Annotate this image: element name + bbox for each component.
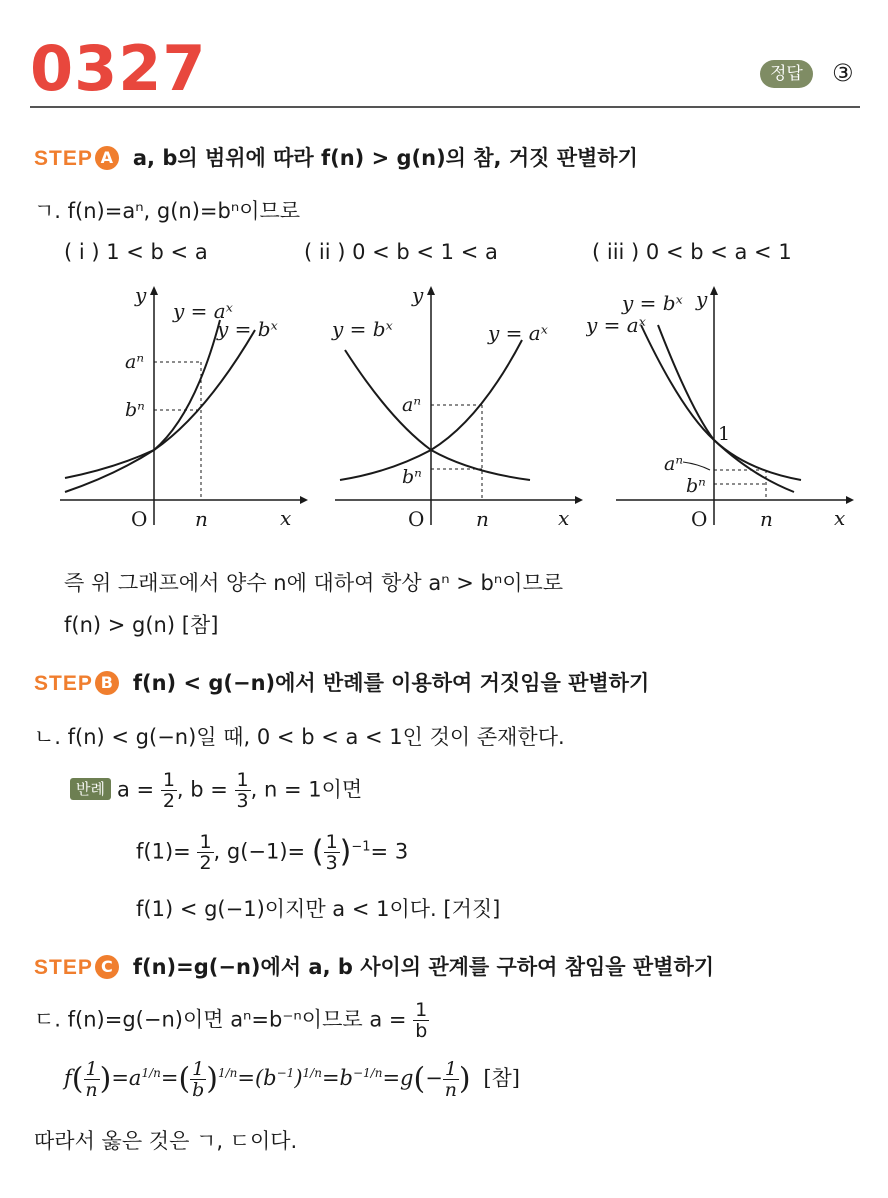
- step-c-derivation: f( $\frac{1}{n}$ )$=a^{1/n}=$( $\frac{1}{b}$ )$^{1/n}=(b^{-1})^{1/n}=b^{-1/n}=g(-$ $\frac{1}{n}$ ) [참]: [64, 1058, 520, 1101]
- numerator: 1: [199, 831, 212, 853]
- exponent-minus-one: −1: [351, 839, 371, 855]
- one-label: 1: [718, 423, 731, 445]
- x-axis-arrow-icon: [575, 496, 583, 504]
- step-b-line-2: f(1) < g(−1)이지만 a < 1이다. [거짓]: [136, 897, 501, 921]
- bn-label: bⁿ: [686, 475, 706, 497]
- denominator: 3: [236, 790, 249, 812]
- answer-value: ③: [832, 59, 854, 87]
- graph-case-3: [586, 280, 866, 535]
- step-c-heading: [34, 952, 714, 983]
- curve-label-b: y = bˣ: [622, 291, 683, 315]
- denominator: b: [415, 1020, 428, 1042]
- counterexample-line: [70, 770, 362, 811]
- numerator: 1: [236, 769, 249, 791]
- origin-label: O: [691, 507, 708, 531]
- final-answer: 따라서 옳은 것은 ㄱ, ㄷ이다.: [34, 1129, 298, 1153]
- curve-label-b: y = bˣ: [217, 317, 278, 341]
- paren-close: ): [339, 834, 352, 870]
- an-label: aⁿ: [125, 351, 145, 373]
- step-b-line-1: [136, 832, 408, 873]
- example-n: , n = 1이면: [250, 777, 363, 802]
- step-a-conclusion-1: 즉 위 그래프에서 양수 n에 대하여 항상 aⁿ > bⁿ이므로: [64, 571, 564, 595]
- numerator: 1: [415, 999, 428, 1021]
- curve-b-pow-x: [345, 350, 530, 480]
- paren-open: (: [311, 834, 324, 870]
- denominator: 2: [162, 790, 175, 812]
- y-axis-label: y: [696, 287, 708, 311]
- example-a-prefix: a =: [116, 777, 155, 802]
- x-axis-label: x: [280, 506, 292, 530]
- step-c-intro-text: ㄷ. f(n)=g(−n)이면 aⁿ=b⁻ⁿ이므로 a =: [34, 1007, 407, 1032]
- y-axis-label: y: [412, 283, 424, 307]
- step-a-letter-icon: A: [95, 146, 119, 170]
- n-label: n: [195, 507, 208, 531]
- step-a-intro: ㄱ. f(n)=aⁿ, g(n)=bⁿ이므로: [34, 199, 301, 223]
- step-c-word: STEP: [34, 956, 93, 979]
- step-c-letter-icon: C: [95, 955, 119, 979]
- header-divider: [30, 106, 860, 108]
- denominator: 3: [325, 852, 338, 874]
- step-b-letter-icon: B: [95, 671, 119, 695]
- an-label: aⁿ: [664, 453, 684, 475]
- x-axis-label: x: [834, 506, 846, 530]
- example-a-fraction: [161, 770, 177, 811]
- x-axis-arrow-icon: [846, 496, 854, 504]
- counterexample-badge: 반례: [70, 778, 111, 800]
- problem-number: 0327: [30, 32, 207, 105]
- answer-badge: 정답: [760, 60, 813, 88]
- case-1-label: ( i ) 1 < b < a: [64, 240, 208, 264]
- curve-label-a: y = aˣ: [586, 313, 646, 337]
- curve-label-a: y = aˣ: [173, 299, 233, 323]
- step-b-title: f(n) < g(−n)에서 반례를 이용하여 거짓임을 판별하기: [132, 671, 650, 695]
- y-axis-arrow-icon: [427, 286, 435, 295]
- origin-label: O: [131, 507, 148, 531]
- y-axis-arrow-icon: [710, 286, 718, 295]
- example-b-prefix: , b =: [176, 777, 228, 802]
- x-axis-label: x: [558, 506, 570, 530]
- x-axis-arrow-icon: [300, 496, 308, 504]
- step-a-conclusion-2: f(n) > g(n) [참]: [64, 613, 219, 637]
- y-axis-arrow-icon: [150, 286, 158, 295]
- graph-case-1: [55, 280, 315, 535]
- line1-mid: , g(−1)=: [213, 839, 306, 864]
- case-2-label: ( ii ) 0 < b < 1 < a: [304, 240, 498, 264]
- line1-suffix: = 3: [370, 839, 409, 864]
- y-axis-label: y: [135, 283, 147, 307]
- step-c-intro-fraction: [413, 1000, 429, 1041]
- line1-paren-fraction: [324, 832, 340, 873]
- case-3-label: ( iii ) 0 < b < a < 1: [592, 240, 792, 264]
- line1-fraction: [197, 832, 213, 873]
- graph-case-2: [330, 280, 590, 535]
- origin-label: O: [408, 507, 425, 531]
- an-label: aⁿ: [402, 394, 422, 416]
- curve-label-b: y = bˣ: [332, 317, 393, 341]
- bn-label: bⁿ: [125, 399, 145, 421]
- curve-b-pow-x: [65, 330, 255, 478]
- step-a-word: STEP: [34, 147, 93, 170]
- line1-prefix: f(1)=: [136, 839, 191, 864]
- step-b-heading: [34, 668, 649, 699]
- step-c-intro: [34, 1000, 429, 1041]
- step-c-tag: [참]: [483, 1066, 520, 1090]
- bn-label: bⁿ: [402, 466, 422, 488]
- step-b-word: STEP: [34, 672, 93, 695]
- numerator: 1: [162, 769, 175, 791]
- step-a-title: a, b의 범위에 따라 f(n) > g(n)의 참, 거짓 판별하기: [132, 146, 638, 170]
- curve-label-a: y = aˣ: [488, 321, 548, 345]
- n-label: n: [760, 507, 773, 531]
- example-b-fraction: [235, 770, 251, 811]
- n-label: n: [476, 507, 489, 531]
- numerator: 1: [325, 831, 338, 853]
- step-c-title: f(n)=g(−n)에서 a, b 사이의 관계를 구하여 참임을 판별하기: [132, 955, 715, 979]
- an-pointer-arrow-icon: [683, 462, 710, 470]
- denominator: 2: [199, 852, 212, 874]
- step-a-heading: [34, 143, 638, 174]
- step-b-intro: ㄴ. f(n) < g(−n)일 때, 0 < b < a < 1인 것이 존재한다.: [34, 725, 565, 749]
